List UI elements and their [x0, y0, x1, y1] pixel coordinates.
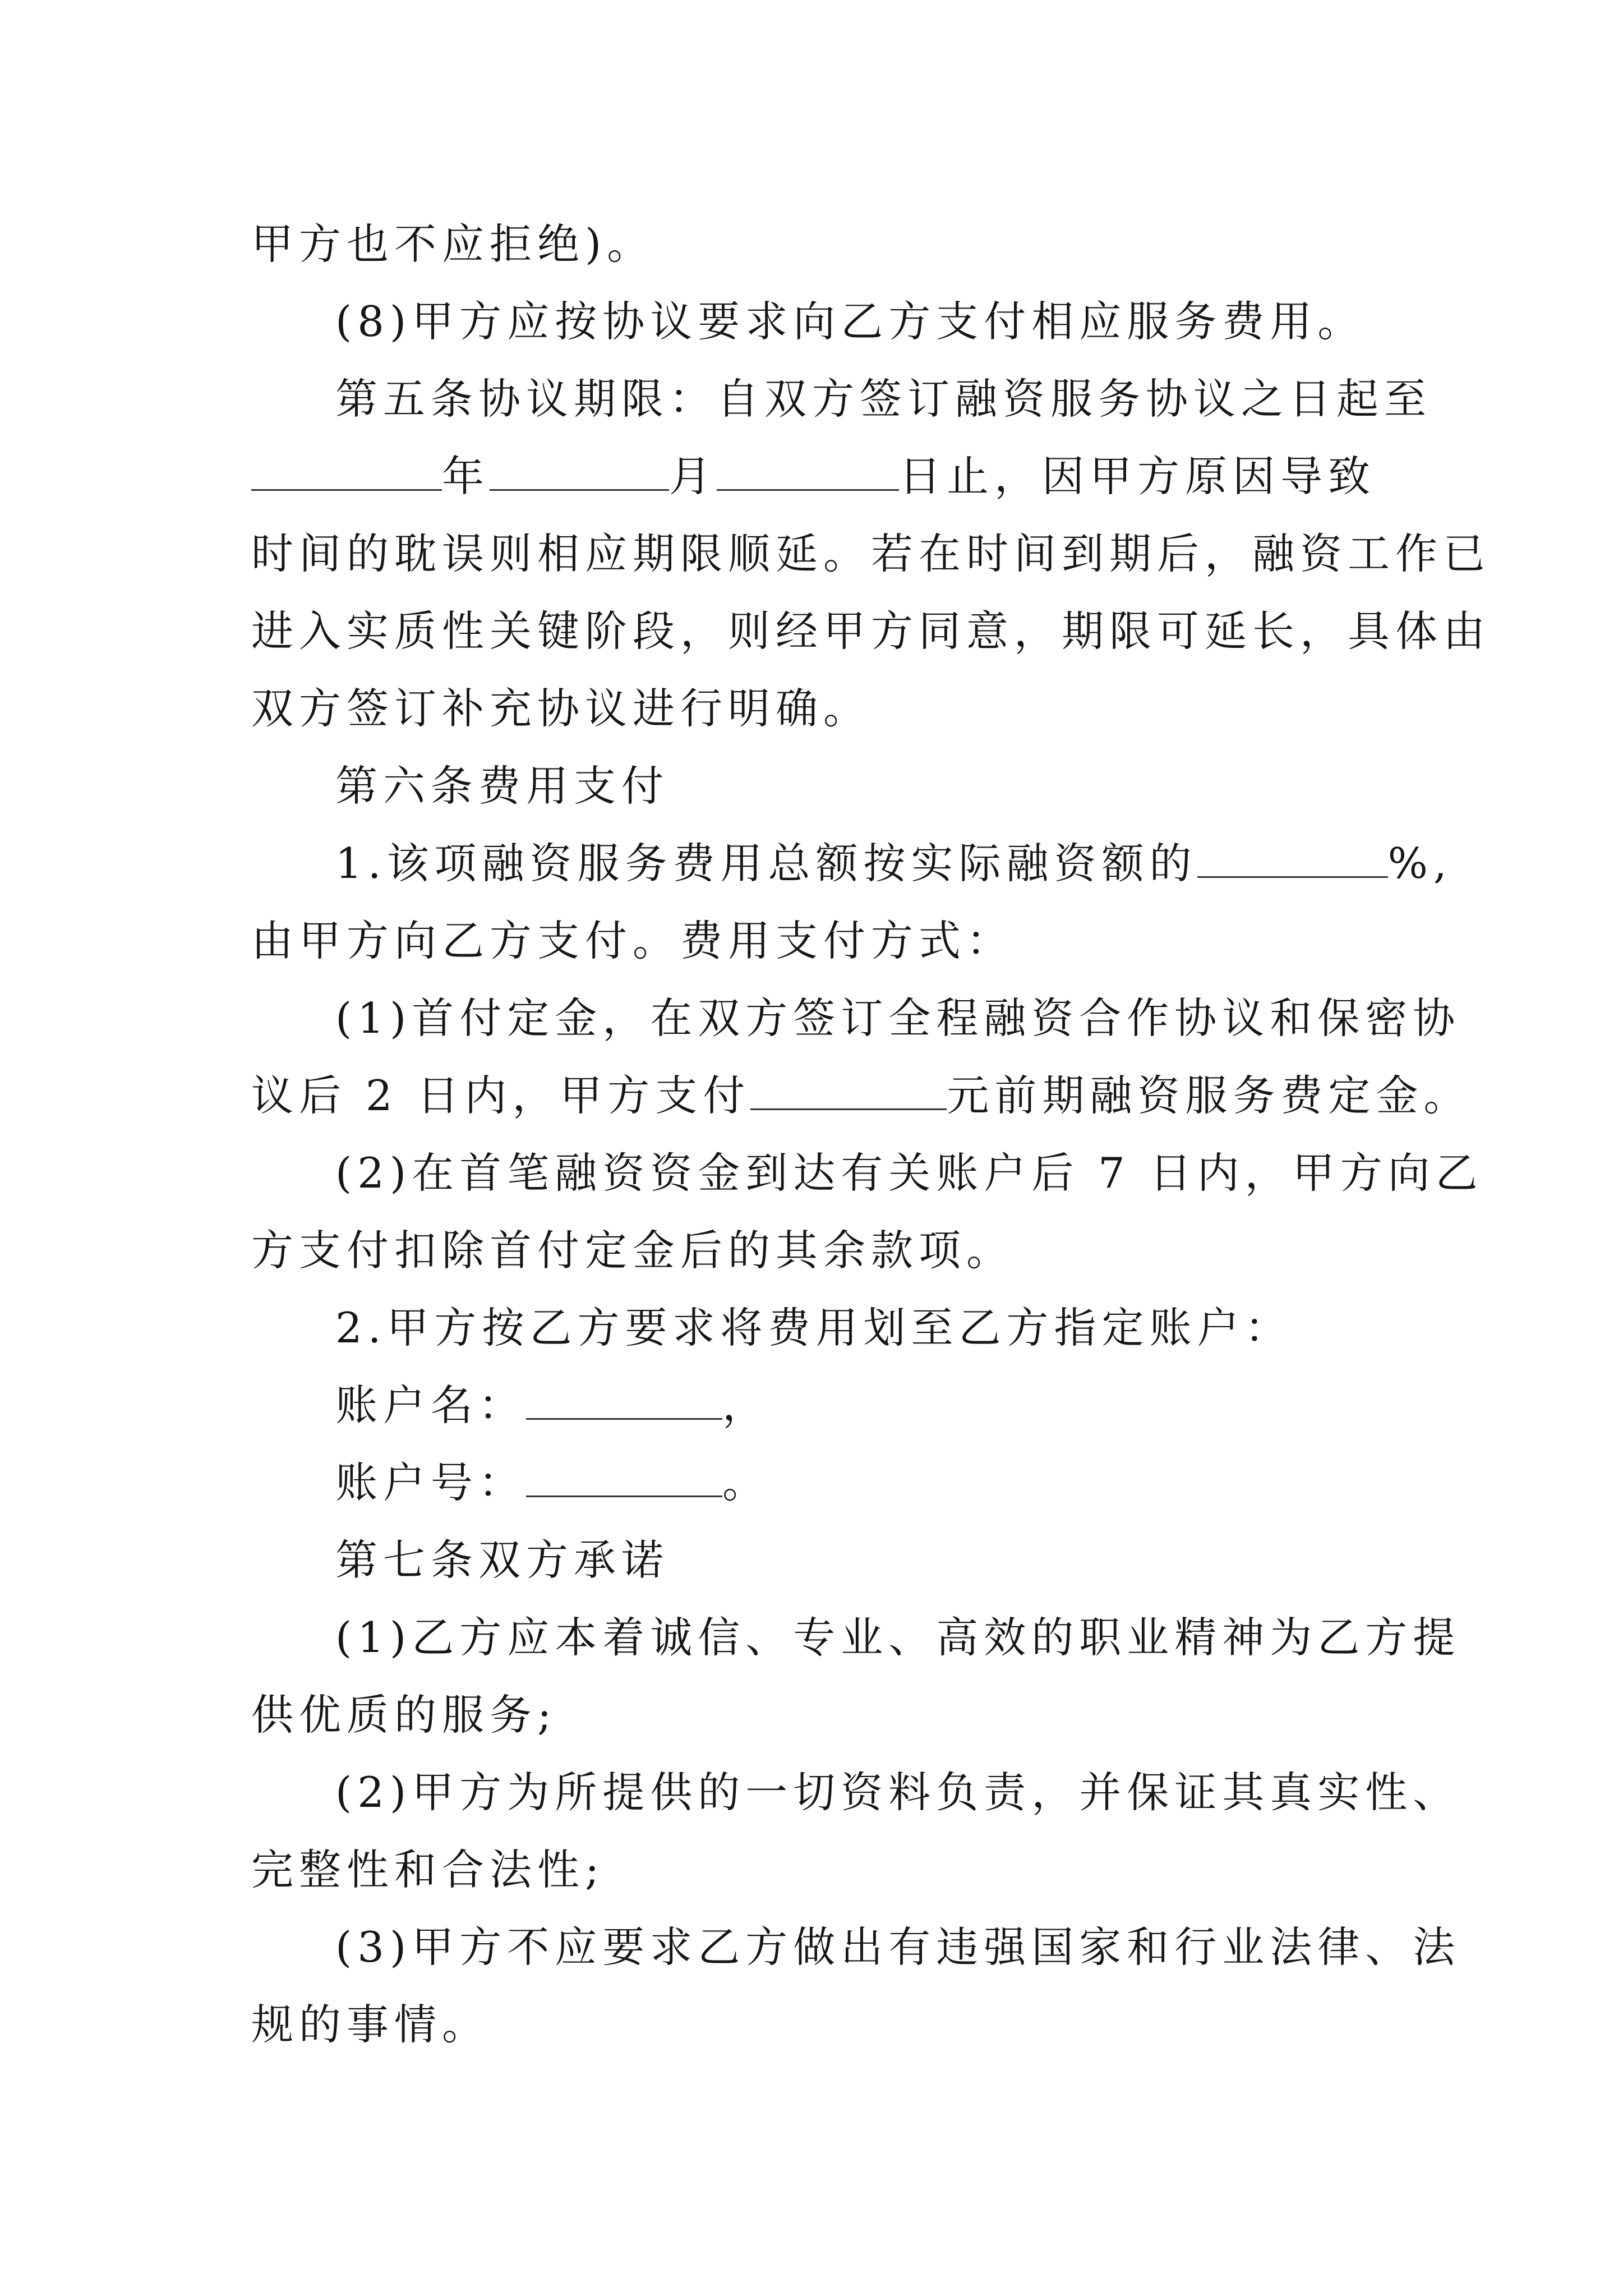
blank-account-name: [526, 1382, 722, 1420]
line-text: 日止，因甲方原因导致: [899, 452, 1376, 501]
year-label: 年: [442, 452, 490, 501]
line-text: 由甲方向乙方支付。费用支付方式：: [251, 916, 1015, 965]
paragraph-line: [251, 1908, 1461, 1986]
article-seven-heading: [251, 1521, 1373, 1599]
line-text: 。: [722, 1458, 771, 1507]
percent-sign: %,: [1387, 839, 1453, 888]
paragraph-line: [251, 825, 1453, 902]
blank-day: [717, 453, 899, 491]
paragraph-line: [251, 902, 1373, 979]
line-text: (3)甲方不应要求乙方做出有违强国家和行业法律、法: [335, 1922, 1461, 1972]
account-number-line: [251, 1444, 1373, 1521]
line-text: 方支付扣除首付定金后的其余款项。: [251, 1226, 1015, 1275]
paragraph-line: [251, 515, 1491, 592]
paragraph-line: [251, 205, 1373, 283]
paragraph-line: [251, 1599, 1461, 1676]
paragraph-line: [251, 1831, 1373, 1908]
line-text: (1)首付定金，在双方签订全程融资合作协议和保密协: [335, 993, 1461, 1043]
paragraph-line: [251, 1986, 1373, 2063]
line-text: 账户名：: [335, 1381, 527, 1430]
blank-percentage: [1197, 840, 1388, 878]
document-body: [251, 205, 1491, 2063]
line-text: 账户号：: [335, 1458, 527, 1507]
paragraph-line: [251, 979, 1461, 1057]
line-text: (2)甲方为所提供的一切资料负责，并保证其真实性、: [335, 1768, 1461, 1817]
line-text: ，: [722, 1381, 771, 1430]
blank-deposit-amount: [750, 1073, 947, 1110]
line-text: 第七条双方承诺: [335, 1535, 670, 1585]
line-text: 甲方也不应拒绝)。: [251, 219, 655, 269]
line-text: (8)甲方应按协议要求向乙方支付相应服务费用。: [335, 297, 1366, 346]
paragraph-line: [251, 1676, 1373, 1754]
blank-account-number: [526, 1460, 722, 1497]
paragraph-line: [251, 438, 1376, 515]
line-text: 第六条费用支付: [335, 761, 670, 811]
line-text: 供优质的服务;: [251, 1690, 557, 1740]
line-text: (2)在首笔融资资金到达有关账户后 7 日内，甲方向乙: [335, 1148, 1483, 1198]
line-text: 1.该项融资服务费用总额按实际融资额的: [335, 839, 1197, 888]
line-text: 议后 2 日内，甲方支付: [251, 1071, 751, 1120]
line-text: (1)乙方应本着诚信、专业、高效的职业精神为乙方提: [335, 1613, 1461, 1662]
line-text: 进入实质性关键阶段，则经甲方同意，期限可延长，具体由: [251, 606, 1491, 656]
blank-year: [251, 453, 442, 491]
line-text: 完整性和合法性;: [251, 1845, 605, 1894]
paragraph-line: [251, 1057, 1472, 1134]
line-text: 第五条协议期限：自双方签订融资服务协议之日起至: [335, 374, 1432, 424]
account-name-line: [251, 1366, 1373, 1444]
paragraph-line: [251, 1134, 1483, 1212]
paragraph-line: [251, 1754, 1461, 1831]
paragraph-line: [251, 592, 1491, 670]
line-text: 双方签订补充协议进行明确。: [251, 684, 872, 733]
paragraph-line: [251, 1289, 1373, 1366]
line-text: 时间的耽误则相应期限顺延。若在时间到期后，融资工作已: [251, 529, 1491, 578]
paragraph-line: [251, 1212, 1373, 1289]
paragraph-line: [251, 670, 1373, 747]
article-six-heading: [251, 747, 1373, 825]
month-label: 月: [669, 452, 717, 501]
line-text: 2.甲方按乙方要求将费用划至乙方指定账户：: [335, 1303, 1293, 1352]
article-five-heading: [251, 360, 1432, 438]
line-text: 元前期融资服务费定金。: [947, 1071, 1472, 1120]
paragraph-line: [251, 283, 1373, 360]
line-text: 规的事情。: [251, 2000, 490, 2049]
blank-month: [490, 453, 669, 491]
